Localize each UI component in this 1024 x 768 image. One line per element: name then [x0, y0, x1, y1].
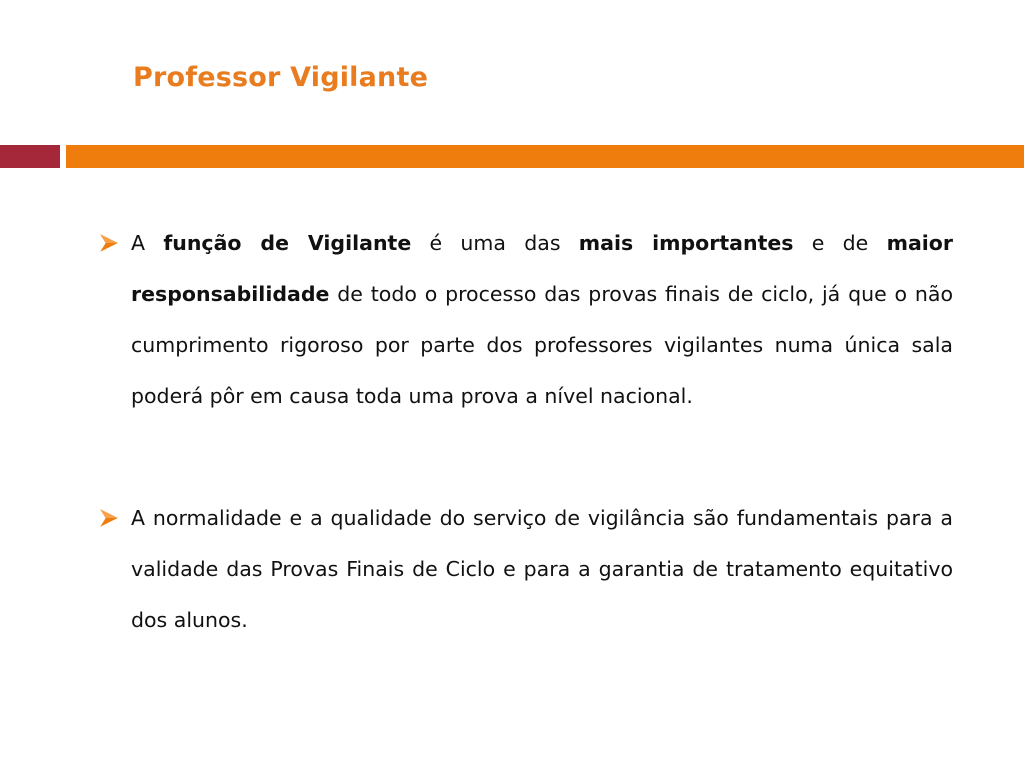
bullet-item — [98, 218, 953, 422]
accent-bar-right — [66, 145, 1024, 168]
text-segment: A — [131, 231, 164, 255]
accent-bar-left — [0, 145, 60, 168]
slide-body — [98, 218, 953, 646]
text-segment: é uma das — [411, 231, 579, 255]
bold-text-segment: função de Vigilante — [163, 231, 412, 255]
text-segment: de todo o processo das provas finais de ciclo, já que o não cumprimento rigoroso por parte dos professores vigilantes numa única sala poderá pôr em causa toda uma prova a nível nacional. — [131, 282, 953, 408]
bold-text-segment: maior responsabilidade — [131, 231, 953, 306]
text-segment: A normalidade e a qualidade do serviço de vigilância são fundamentais para a validade das Provas Finais de Ciclo e para a garantia de tratamento equitativo dos alunos. — [131, 506, 953, 632]
arrowhead-bullet-icon — [98, 507, 120, 529]
arrowhead-bullet-icon — [98, 232, 120, 254]
bold-text-segment: mais importantes — [578, 231, 794, 255]
bullet-item — [98, 493, 953, 646]
text-segment: e de — [793, 231, 887, 255]
slide-title: Professor Vigilante — [133, 62, 429, 93]
